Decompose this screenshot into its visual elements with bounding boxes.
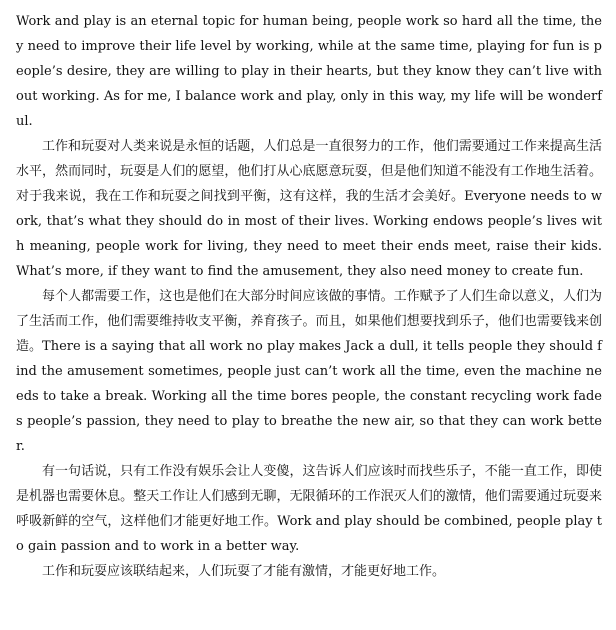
paragraph-5: 工作和玩耍应该联结起来，人们玩耍了才能有激情，才能更好地工作。	[42, 564, 446, 579]
paragraph-4: 有一句话说，只有工作没有娱乐会让人变傻，这告诉人们应该时而找些乐子，不能一直工作，即使是机器也需要休息。整天工作让人们感到无聊，无限循环的工作泯灭人们的激情，他们需要通过玩耍来呼吸新鲜的空气，这样他们才能更好地工作。Work and play should be combined, people play to gain passion and to work in a better way.	[16, 464, 602, 554]
paragraph-1: Work and play is an eternal topic for human being, people work so hard all the time, they need to improve their life level by working, while at the same time, playing for fun is people’s desire, they are willing to play in their hearts, but they know they can’t live without working. As for me, I balance work and play, only in this way, my life will be wonderful.	[16, 14, 602, 129]
paragraph-3: 每个人都需要工作，这也是他们在大部分时间应该做的事情。工作赋予了人们生命以意义，人们为了生活而工作，他们需要维持收支平衡，养育孩子。而且，如果他们想要找到乐子，他们也需要钱来创造。There is a saying that all work no play makes Jack a dull, it tells people they should find the amusement sometimes, people just can’t work all the time, even the machine needs to take a break. Working all the time bores people, the constant recycling work fades people’s passion, they need to play to breathe the new air, so that they can work better.	[16, 289, 602, 454]
paragraph-2: 工作和玩耍对人类来说是永恒的话题，人们总是一直很努力的工作，他们需要通过工作来提高生活水平，然而同时，玩耍是人们的愿望，他们打从心底愿意玩耍，但是他们知道不能没有工作地生活着。对于我来说，我在工作和玩耍之间找到平衡，这有这样，我的生活才会美好。Everyone needs to work, that’s what they should do in most of their lives. Working endows people’s lives with meaning, people work for living, they need to meet their ends meet, raise their kids. What’s more, if they want to find the amusement, they also need money to create fun.	[16, 139, 602, 279]
